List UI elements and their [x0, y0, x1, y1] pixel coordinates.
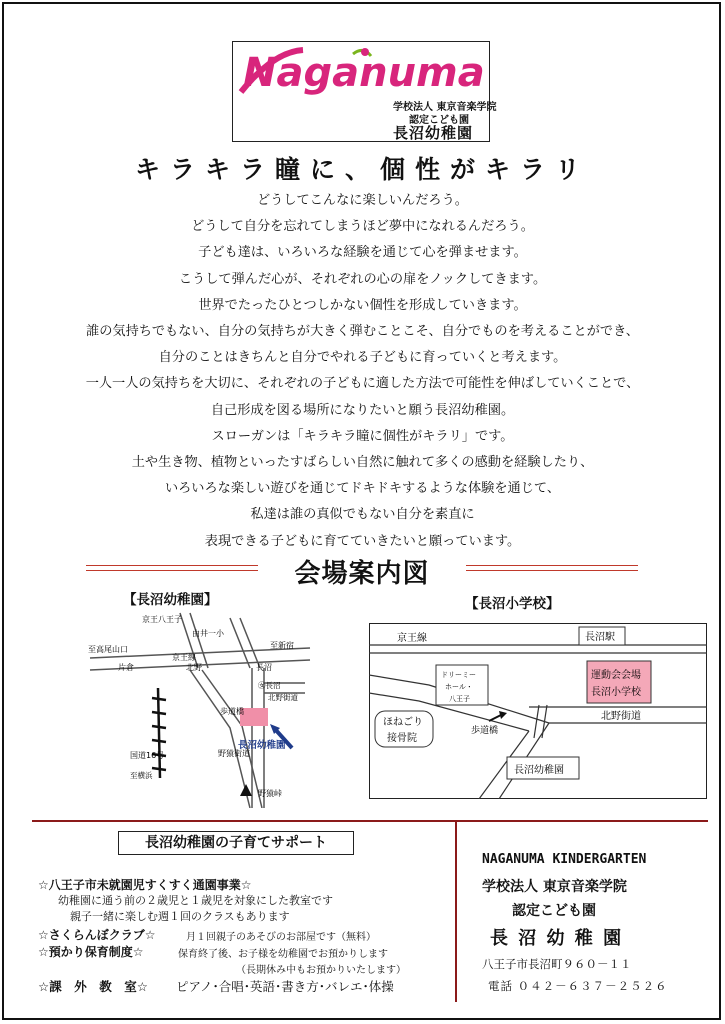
label-keio-line: 京王線	[172, 653, 196, 662]
logo-corp: 学校法人 東京音楽学院	[393, 102, 497, 113]
headline: キラキラ瞳に、個性がキラリ	[134, 155, 590, 184]
label-naganuma: 長沼	[256, 663, 272, 672]
label-hodokyo: 歩道橋	[220, 707, 244, 716]
map-right-title: 【長沼小学校】	[465, 596, 560, 612]
map-kindergarten	[80, 608, 320, 808]
body-line: 誰の気持ちでもない、自分の気持ちが大きく弾むことこそ、自分でものを考えることができ、	[86, 324, 639, 340]
body-line: 世界でたったひとつしかない個性を形成していきます。	[198, 297, 527, 313]
contact-type: 認定こども園	[512, 903, 596, 919]
support-title: 長沼幼稚園の子育てサポート	[118, 831, 354, 855]
label-kitano-r: 北野街道	[601, 711, 641, 722]
support-item-head: ☆課 外 教 室☆	[38, 979, 148, 994]
bottom-rule	[32, 820, 708, 822]
label-venue-2: 長沼小学校	[591, 687, 641, 698]
divider-left	[86, 565, 258, 571]
label-nogawa: 野猿街道	[218, 749, 250, 758]
logo-name: 長沼幼稚園	[393, 124, 474, 142]
support-item-line: 親子一緒に楽しむ週１回のクラスもあります	[70, 910, 290, 923]
contact-corp: 学校法人 東京音楽学院	[482, 879, 627, 895]
label-takao: 至高尾山口	[88, 645, 128, 654]
label-keio-hachioji: 京王八王子	[142, 615, 182, 624]
label-honegori-1: ほねごり	[383, 717, 423, 728]
section-title: 会場案内図	[294, 559, 430, 589]
label-dreamy-3: 八王子	[449, 695, 470, 703]
contact-name-en: NAGANUMA KINDERGARTEN	[482, 852, 647, 867]
label-kindergarten: 長沼幼稚園	[238, 740, 286, 751]
label-dreamy-2: ホール・	[445, 683, 473, 691]
label-naganuma-station: ㊛長沼	[258, 681, 281, 690]
body-line: 一人一人の気持ちを大切に、それぞれの子どもに適した方法で可能性を伸ばしていくことで、	[85, 376, 640, 392]
contact-name-jp: 長 沼 幼 稚 園	[490, 928, 624, 949]
body-line: 表現できる子どもに育てていきたいと願っています。	[204, 533, 521, 549]
body-text	[30, 188, 695, 555]
map-school	[369, 623, 707, 799]
label-kataku: 片倉	[118, 663, 134, 672]
logo-wordmark: Naganuma	[243, 50, 485, 96]
label-yaentoge: 野猿峠	[258, 789, 282, 798]
body-line: こうして弾んだ心が、それぞれの心の扉をノックしてきます。	[178, 271, 547, 287]
body-line: 自己形成を図る場所になりたいと願う長沼幼稚園。	[210, 402, 515, 418]
support-item-head: ☆八王子市未就園児すくすく通園事業☆	[38, 878, 252, 892]
support-item-line: 幼稚園に通う前の２歳児と１歳児を対象にした教室です	[58, 894, 333, 907]
body-line: どうしてこんなに楽しいんだろう。	[257, 193, 468, 208]
support-item-head: ☆さくらんぼクラブ☆	[38, 928, 156, 942]
support-item-head: ☆預かり保育制度☆	[38, 945, 144, 959]
label-kitano: 北野	[186, 663, 202, 672]
label-keio-line-r: 京王線	[397, 633, 427, 644]
body-line: 私達は誰の真似でもない自分を素直に	[250, 507, 475, 523]
label-hodokyo-r: 歩道橋	[471, 726, 499, 736]
body-line: どうして自分を忘れてしまうほど夢中になれるんだろう。	[191, 219, 534, 235]
support-item-desc: 月１回親子のあそびのお部屋です（無料）	[186, 932, 376, 943]
contact-address: 八王子市長沼町９６０－１１	[482, 957, 632, 971]
label-yokohama: 至横浜	[130, 771, 153, 780]
body-line: 子ども達は、いろいろな経験を通じて心を弾ませます。	[198, 245, 527, 261]
label-dreamy-1: ドリーミー	[441, 671, 476, 679]
body-line: いろいろな楽しい遊びを通じてドキドキするような体験を通じて、	[164, 481, 561, 497]
support-item-desc: ピアノ･合唱･英語･書き方･バレエ･体操	[176, 979, 394, 994]
label-shinjuku: 至新宿	[270, 641, 294, 650]
support-item-desc: （長期休み中もお預かりいたします）	[236, 965, 406, 976]
divider-right	[466, 565, 638, 571]
contact-phone: 電話 ０４２－６３７－２５２６	[488, 979, 668, 993]
body-line: 土や生き物、植物といったすばらしい自然に触れて多くの感動を経験したり、	[131, 455, 594, 471]
label-station-r: 長沼駅	[585, 632, 615, 643]
logo	[232, 41, 497, 142]
label-yuii: 由井一小	[192, 629, 224, 638]
map-left-title: 【長沼幼稚園】	[123, 592, 218, 608]
vertical-rule	[455, 822, 457, 1002]
logo-type: 認定こども園	[409, 115, 469, 126]
label-honegori-2: 接骨院	[387, 733, 417, 744]
label-kindergarten-r: 長沼幼稚園	[514, 765, 564, 776]
label-kitano-kaido: 北野街道	[268, 693, 298, 702]
body-line: スローガンは「キラキラ瞳に個性がキラリ」です。	[211, 428, 514, 444]
body-line: 自分のことはきちんと自分でやれる子どもに育っていくと考えます。	[158, 350, 567, 366]
label-kokudo: 国道16号	[130, 751, 165, 760]
label-venue-1: 運動会会場	[591, 670, 641, 681]
support-item-desc: 保育終了後、お子様を幼稚園でお預かりします	[178, 949, 388, 960]
